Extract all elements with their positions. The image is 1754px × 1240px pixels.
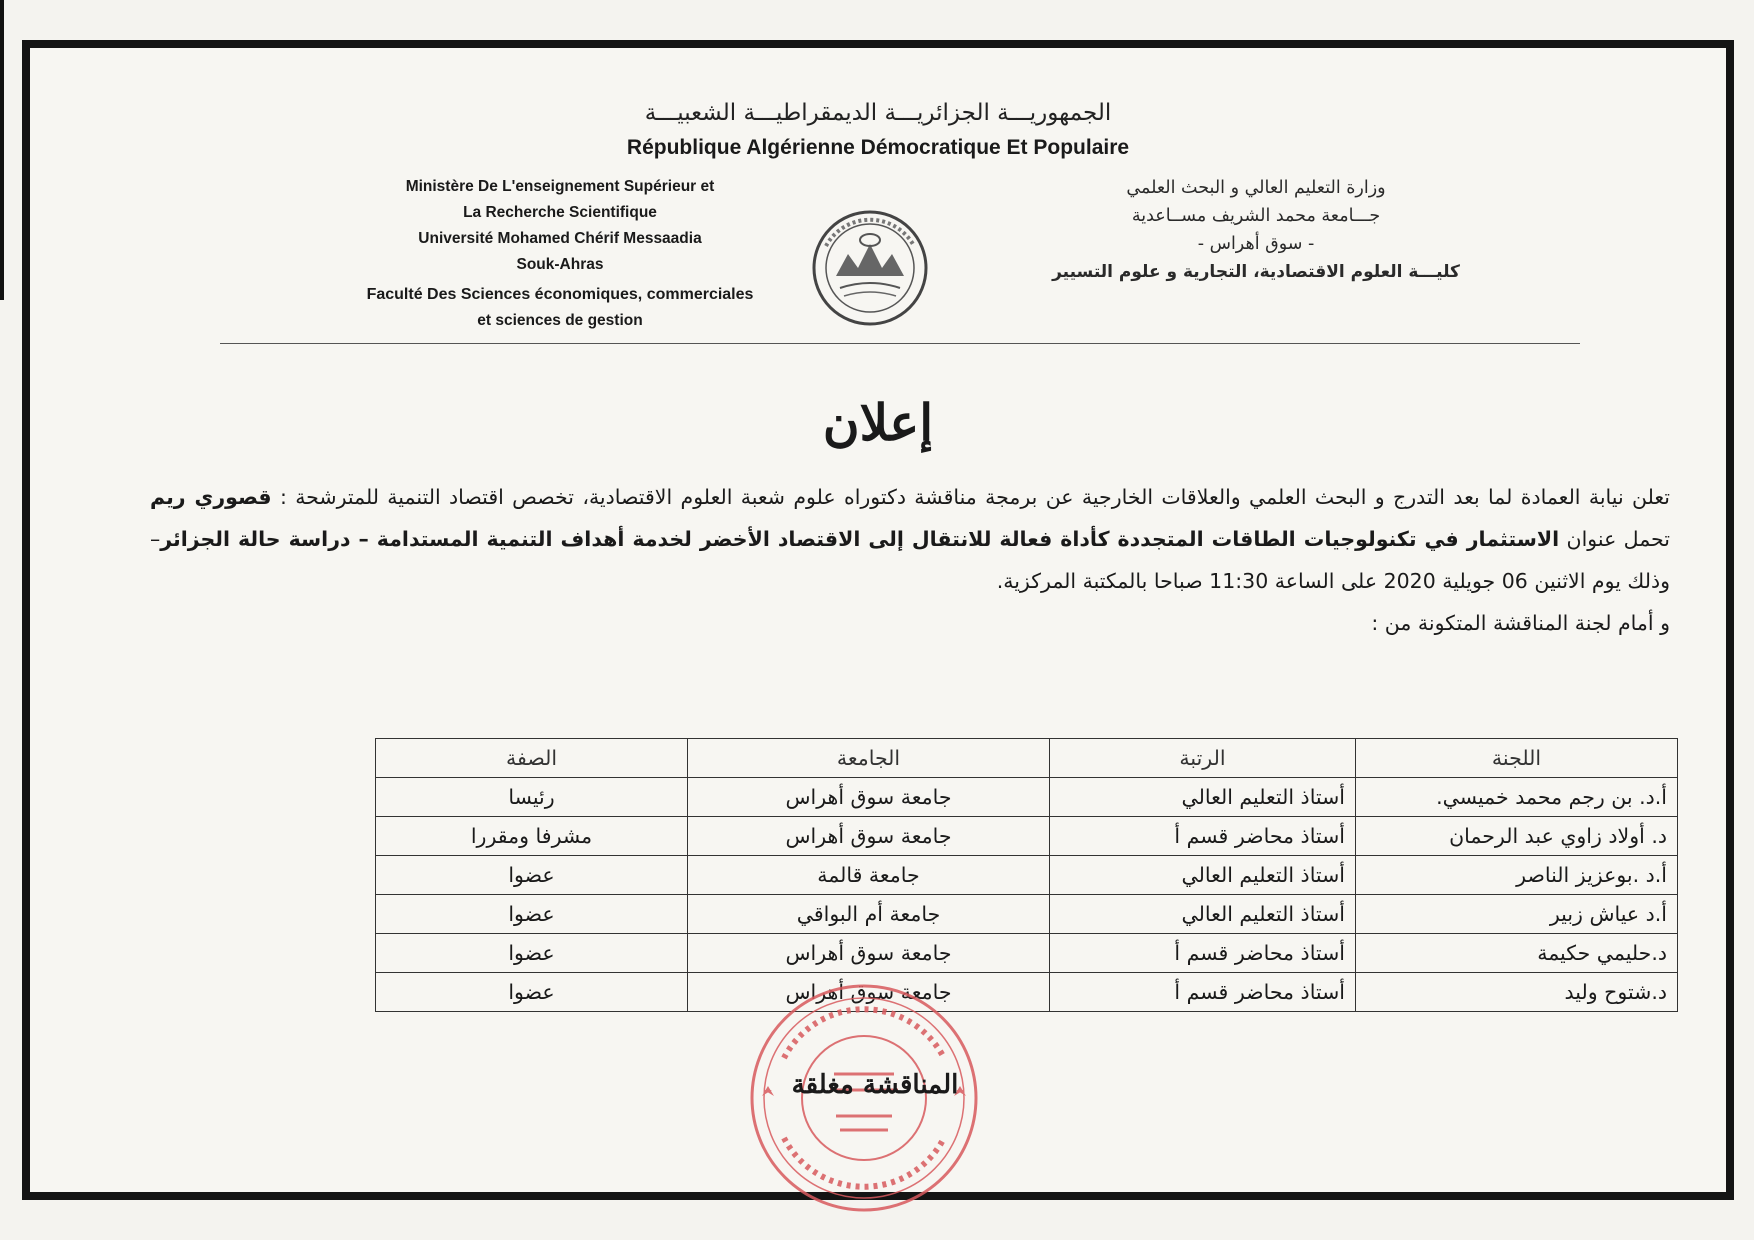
member-role: عضوا (376, 973, 688, 1012)
member-name: د.شتوح وليد (1356, 973, 1678, 1012)
faculty-line-2: et sciences de gestion (477, 312, 643, 329)
closed-session-note: المناقشة مغلقة (791, 1070, 959, 1100)
ministry-line-1: Ministère De L'enseignement Supérieur et (405, 178, 715, 195)
table-row (376, 856, 1678, 895)
announcement-title: إعلان (822, 393, 934, 452)
member-university: جامعة سوق أهراس (688, 934, 1050, 973)
table-row (376, 934, 1678, 973)
ministry-line-2: La Recherche Scientifique (463, 204, 657, 221)
member-role: رئيسا (376, 778, 688, 817)
table-row (376, 973, 1678, 1012)
ministry-arabic: وزارة التعليم العالي و البحث العلمي (1126, 178, 1386, 198)
header-member: اللجنة (1356, 739, 1678, 778)
member-role: مشرفا ومقررا (376, 817, 688, 856)
city-arabic: - سوق أهراس - (1197, 234, 1315, 254)
paragraph-intro: تعلن نيابة العمادة لما بعد التدرج و البحث العلمي والعلاقات الخارجية عن برمجة مناقشة دكتوراه علوم شعبة العلوم الاقتصادية، تخصص اقتصاد التنمية للمترشحة : (271, 485, 1671, 509)
table-header-row (376, 739, 1678, 778)
announcement-paragraph (150, 476, 1670, 602)
thesis-title: الاستثمار في تكنولوجيات الطاقات المتجددة كأداة فعالة للانتقال إلى الاقتصاد الأخضر لخدمة أهداف التنمية المستدامة – دراسة حالة الجزائر (160, 527, 1560, 551)
candidate-name: قصوري ريم (150, 485, 272, 509)
paragraph-title-lead: تحمل عنوان (1559, 527, 1670, 551)
member-rank: أستاذ التعليم العالي (1050, 895, 1356, 934)
faculty-line-1: Faculté Des Sciences économiques, commerciales (366, 286, 754, 303)
university-logo (808, 206, 932, 330)
university-arabic: جـــامعة محمد الشريف مســاعدية (1131, 206, 1381, 226)
page-edge-line (0, 0, 4, 300)
member-university: جامعة قالمة (688, 856, 1050, 895)
header-arabic-block (996, 174, 1516, 286)
header-role: الصفة (376, 739, 688, 778)
french-republic-title: République Algérienne Démocratique Et Populaire (626, 136, 1130, 159)
member-university: جامعة أم البواقي (688, 895, 1050, 934)
document-frame (22, 40, 1734, 1200)
committee-table (375, 738, 1678, 1012)
university-name: Université Mohamed Chérif Messaadia (418, 230, 702, 247)
header-french-block (300, 174, 820, 334)
member-role: عضوا (376, 856, 688, 895)
member-role: عضوا (376, 895, 688, 934)
announcement-body (150, 476, 1670, 644)
header-rank: الرتبة (1050, 739, 1356, 778)
table-row (376, 817, 1678, 856)
committee-intro: و أمام لجنة المناقشة المتكونة من : (1371, 611, 1670, 635)
paragraph-date-place: – وذلك يوم الاثنين 06 جويلية 2020 على الساعة 11:30 صباحا بالمكتبة المركزية. (150, 527, 1670, 593)
member-name: أ.د عياش زبير (1356, 895, 1678, 934)
member-rank: أستاذ محاضر قسم أ (1050, 817, 1356, 856)
member-name: أ.د .بوعزيز الناصر (1356, 856, 1678, 895)
header-university: الجامعة (688, 739, 1050, 778)
member-university: جامعة سوق أهراس (688, 973, 1050, 1012)
member-rank: أستاذ محاضر قسم أ (1050, 934, 1356, 973)
member-name: د. أولاد زاوي عبد الرحمان (1356, 817, 1678, 856)
header-divider (220, 343, 1580, 344)
member-rank: أستاذ محاضر قسم أ (1050, 973, 1356, 1012)
member-rank: أستاذ التعليم العالي (1050, 778, 1356, 817)
member-role: عضوا (376, 934, 688, 973)
faculty-arabic: كليـــة العلوم الاقتصادية، التجارية و علوم التسيير (1052, 262, 1460, 282)
member-university: جامعة سوق أهراس (688, 817, 1050, 856)
table-row (376, 778, 1678, 817)
member-name: أ.د. بن رجم محمد خميسي. (1356, 778, 1678, 817)
university-city: Souk-Ahras (516, 256, 604, 273)
member-university: جامعة سوق أهراس (688, 778, 1050, 817)
table-row (376, 895, 1678, 934)
arabic-republic-title: الجمهوريـــة الجزائريـــة الديمقراطيـــة الشعبيـــة (644, 100, 1112, 126)
member-name: د.حليمي حكيمة (1356, 934, 1678, 973)
member-rank: أستاذ التعليم العالي (1050, 856, 1356, 895)
